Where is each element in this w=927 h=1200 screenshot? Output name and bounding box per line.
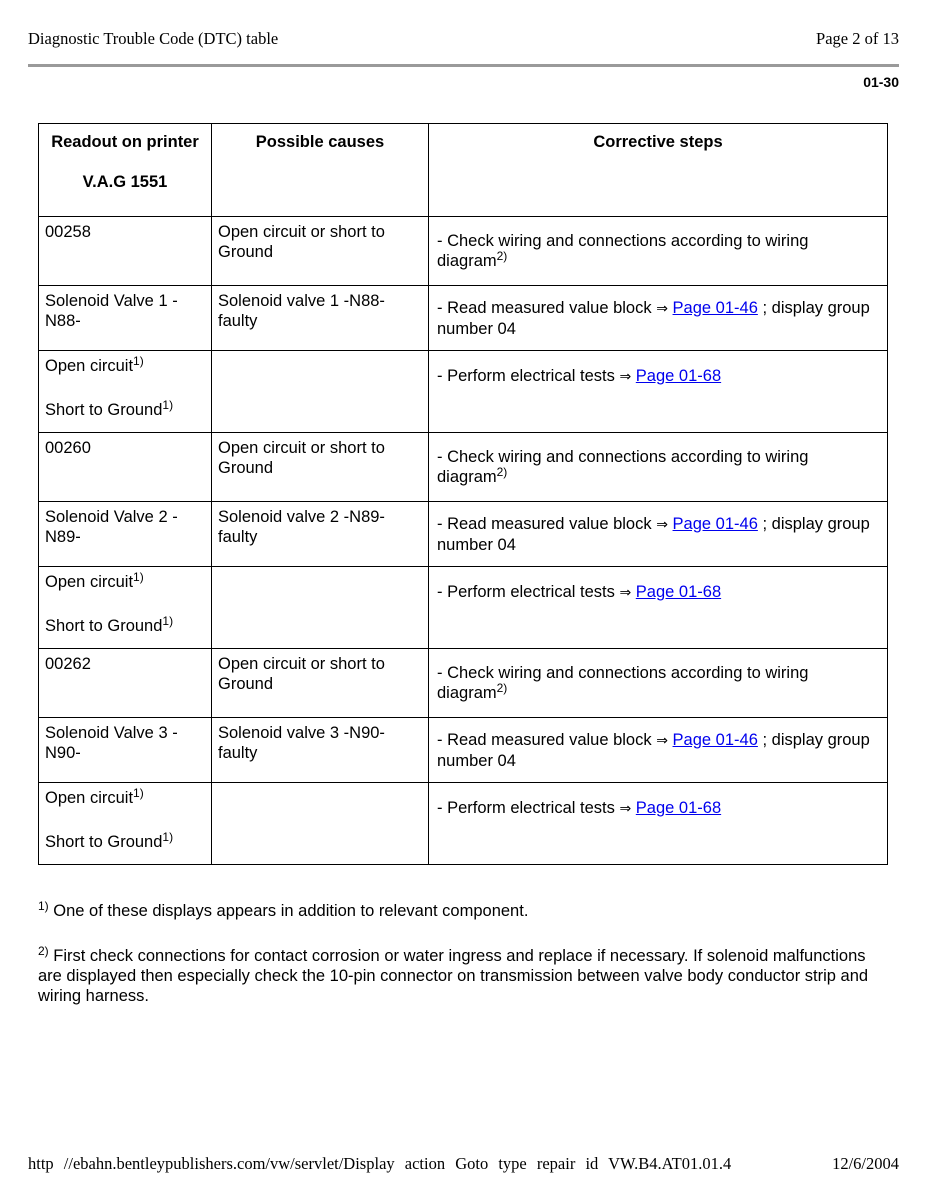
dtc-table xyxy=(38,123,888,865)
corrective-step: - Read measured value block ⇒ Page 01-46 ; display group number 04 xyxy=(429,502,888,567)
footnote-2: $^{2)}$ First check connections for contact corrosion or water ingress and replace if necessary. If solenoid malfunctions are displayed then especially check the 10-pin connector on transmission between valve body conductor strip and wiring harness. xyxy=(38,944,869,1005)
arrow-right-icon: ⇒ xyxy=(656,300,668,317)
corrective-step: - Check wiring and connections according to wiring diagram$^{2)}$ xyxy=(429,217,888,286)
fault-type: Open circuit$^{1)}$ Short to Ground$^{1)}$ xyxy=(39,783,212,865)
link-page-01-68[interactable]: Page 01-68 xyxy=(635,367,722,385)
table-row xyxy=(39,567,888,649)
possible-cause: Solenoid valve 3 -N90-faulty xyxy=(212,718,429,783)
empty-cell xyxy=(212,783,429,865)
corrective-step: - Perform electrical tests ⇒ Page 01-68 xyxy=(429,351,888,433)
component-name: Solenoid Valve 3 -N90- xyxy=(39,718,212,783)
component-name: Solenoid Valve 2 -N89- xyxy=(39,502,212,567)
corrective-step: - Check wiring and connections according to wiring diagram$^{2)}$ xyxy=(429,649,888,718)
table-row xyxy=(39,783,888,865)
table-header-row xyxy=(39,124,888,217)
footnote-ref: 2) xyxy=(496,465,508,479)
source-url: http //ebahn.bentleypublishers.com/vw/servlet/Display action Goto type repair id VW.B4.AT01.01.4 xyxy=(28,1154,732,1173)
table-row xyxy=(39,433,888,502)
corrective-step: - Check wiring and connections according to wiring diagram$^{2)}$ xyxy=(429,433,888,502)
possible-cause: Solenoid valve 1 -N88-faulty xyxy=(212,286,429,351)
document-title: Diagnostic Trouble Code (DTC) table xyxy=(28,29,279,48)
empty-cell xyxy=(212,567,429,649)
fault-code: 00262 xyxy=(39,649,212,718)
fault-type: Open circuit$^{1)}$ Short to Ground$^{1)}$ xyxy=(39,567,212,649)
corrective-step: - Perform electrical tests ⇒ Page 01-68 xyxy=(429,567,888,649)
possible-cause: Open circuit or short to Ground xyxy=(212,217,429,286)
possible-cause: Open circuit or short to Ground xyxy=(212,433,429,502)
header-divider xyxy=(28,64,899,67)
table-row xyxy=(39,718,888,783)
print-date: 12/6/2004 xyxy=(832,1154,899,1173)
fault-type: Open circuit$^{1)}$ Short to Ground$^{1)}$ xyxy=(39,351,212,433)
link-page-01-68[interactable]: Page 01-68 xyxy=(635,799,722,817)
arrow-right-icon: ⇒ xyxy=(619,801,632,817)
corrective-step: - Read measured value block ⇒ Page 01-46 ; display group number 04 xyxy=(429,718,888,783)
link-page-01-46[interactable]: Page 01-46 xyxy=(672,514,758,533)
corrective-step: - Read measured value block ⇒ Page 01-46 ; display group number 04 xyxy=(429,286,888,351)
component-name: Solenoid Valve 1 -N88- xyxy=(39,286,212,351)
table-row xyxy=(39,649,888,718)
column-header-readout: Readout on printer V.A.G 1551 xyxy=(39,124,212,217)
link-page-01-46[interactable]: Page 01-46 xyxy=(672,730,758,749)
table-row xyxy=(39,286,888,351)
arrow-right-icon: ⇒ xyxy=(619,369,632,385)
arrow-right-icon: ⇒ xyxy=(619,585,632,601)
possible-cause: Solenoid valve 2 -N89-faulty xyxy=(212,502,429,567)
section-number: 01-30 xyxy=(863,74,899,90)
possible-cause: Open circuit or short to Ground xyxy=(212,649,429,718)
footnote-ref: 2) xyxy=(496,249,508,263)
link-page-01-68[interactable]: Page 01-68 xyxy=(635,583,722,601)
table-row xyxy=(39,351,888,433)
empty-cell xyxy=(212,351,429,433)
column-header-tester: V.A.G 1551 xyxy=(82,173,168,191)
column-header-causes: Possible causes xyxy=(212,124,429,217)
page-number: Page 2 of 13 xyxy=(816,29,899,48)
arrow-right-icon: ⇒ xyxy=(656,516,668,533)
corrective-step: - Perform electrical tests ⇒ Page 01-68 xyxy=(429,783,888,865)
arrow-right-icon: ⇒ xyxy=(656,732,668,749)
table-row xyxy=(39,502,888,567)
table-row xyxy=(39,217,888,286)
link-page-01-46[interactable]: Page 01-46 xyxy=(672,298,758,317)
footnote-1: $^{1)}$ One of these displays appears in addition to relevant component. xyxy=(38,899,529,920)
fault-code: 00260 xyxy=(39,433,212,502)
footnote-ref: 2) xyxy=(496,681,508,695)
column-header-steps: Corrective steps xyxy=(429,124,888,217)
fault-code: 00258 xyxy=(39,217,212,286)
